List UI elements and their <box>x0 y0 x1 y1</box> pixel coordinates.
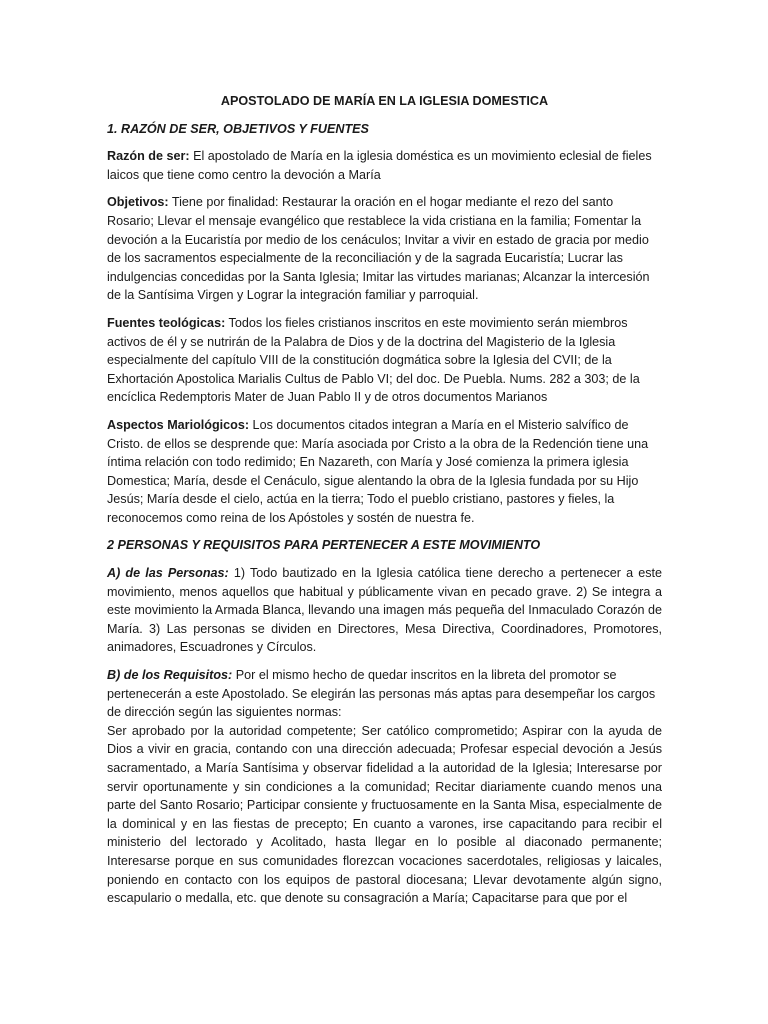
personas-text: 1) Todo bautizado en la Iglesia católica tiene derecho a pertenecer a este movimiento, menos aquellos que habitual y públicamente vivan en pecado grave. 2) Se integra a este movimiento la Armada Blanca, llevando una imagen más pequeña del Inmaculado Corazón de María. 3) Las personas se dividen en Directores, Mesa Directiva, Coordinadores, Promotores, animadores, Escuadrones y Círculos. <box>107 566 663 655</box>
aspectos-paragraph <box>107 416 662 528</box>
objetivos-text: Tiene por finalidad: Restaurar la oración en el hogar mediante el rezo del santo Rosario; Llevar el mensaje evangélico que restablece la vida cristiana en la familia; Fomentar la devoción a la Eucaristía por medio de los cenáculos; Invitar a vivir en estado de gracia por medio de los sacramentos especialmente de la reconciliación y de la sagrada Eucaristía; Lucrar las indulgencias concedidas por la Santa Iglesia; Imitar las virtudes marianas; Alcanzar la intercesión de la Santísima Virgen y Lograr la integración familiar y parroquial. <box>107 195 650 303</box>
personas-paragraph <box>107 564 662 657</box>
requisitos-label: B) de los Requisitos: <box>107 668 233 683</box>
aspectos-label: Aspectos Mariológicos: <box>107 417 250 432</box>
objetivos-label: Objetivos: <box>107 195 169 210</box>
personas-label: A) de las Personas: <box>107 566 229 581</box>
section-2-heading: 2 PERSONAS Y REQUISITOS PARA PERTENECER A ESTE MOVIMIENTO <box>107 538 541 553</box>
razon-label: Razón de ser: <box>107 149 190 164</box>
requisitos-text: Por el mismo hecho de quedar inscritos en la libreta del promotor se pertenecerán a este Apostolado. Se elegirán las personas más aptas para desempeñar los cargos de dirección según las siguientes normas: <box>107 668 656 720</box>
requisitos-paragraph <box>107 666 662 722</box>
section-1-heading: 1. RAZÓN DE SER, OBJETIVOS Y FUENTES <box>107 121 369 136</box>
fuentes-label: Fuentes teológicas: <box>107 315 226 330</box>
fuentes-paragraph <box>107 314 662 407</box>
objetivos-paragraph <box>107 193 662 305</box>
razon-text: El apostolado de María en la iglesia doméstica es un movimiento eclesial de fieles laicos que tiene como centro la devoción a María <box>107 149 652 182</box>
fuentes-text: Todos los fieles cristianos inscritos en este movimiento serán miembros activos de él y se nutrirán de la Palabra de Dios y de la doctrina del Magisterio de la Iglesia especialmente del capítulo VIII de la constitución dogmática sobre la Iglesia del CVII; de la Exhortación Apostolica Marialis Cultus de Pablo VI; del doc. De Puebla. Nums. 282 a 303; de la encíclica Redemptoris Mater de Juan Pablo II y de otros documentos Marianos <box>107 315 640 405</box>
aspectos-text: Los documentos citados integran a María en el Misterio salvífico de Cristo. de ellos se desprende que: María asociada por Cristo a la obra de la Redención tiene una íntima relación con todo redimido; En Nazareth, con María y José comienza la primera iglesia Domestica; María, desde el Cenáculo, sigue alentando la obra de la Iglesia fundada por su Hijo Jesús; María desde el cielo, actúa en la tierra; Todo el pueblo cristiano, pastores y fieles, la reconocemos como reina de los Apóstoles y sostén de nuestra fe. <box>107 417 649 525</box>
normas-paragraph: Ser aprobado por la autoridad competente; Ser católico comprometido; Aspirar con la ayuda de Dios a vivir en gracia, contando con una dirección adecuada; Profesar especial devoción a Jesús sacramentado, a María Santísima y observar fidelidad a la autoridad de la Iglesia; Interesarse por servir oportunamente y sin condiciones a la comunidad; Recitar diariamente cuando menos una parte del Santo Rosario; Participar consiente y fructuosamente en la Santa Misa, especialmente de la dominical y en las fiestas de precepto; En cuanto a varones, irse capacitando para recibir el ministerio del lectorado y Acolitado, hasta llegar en lo posible al diaconado permanente; Interesarse porque en sus comunidades florezcan vocaciones sacerdotales, religiosas y laicales, poniendo en contacto con los equipos de pastoral diocesana; Llevar devotamente algún signo, escapulario o medalla, etc. que denote su consagración a María; Capacitarse para que por el <box>107 723 662 906</box>
document-title: APOSTOLADO DE MARÍA EN LA IGLESIA DOMESTICA <box>220 94 549 108</box>
razon-paragraph <box>107 147 662 184</box>
